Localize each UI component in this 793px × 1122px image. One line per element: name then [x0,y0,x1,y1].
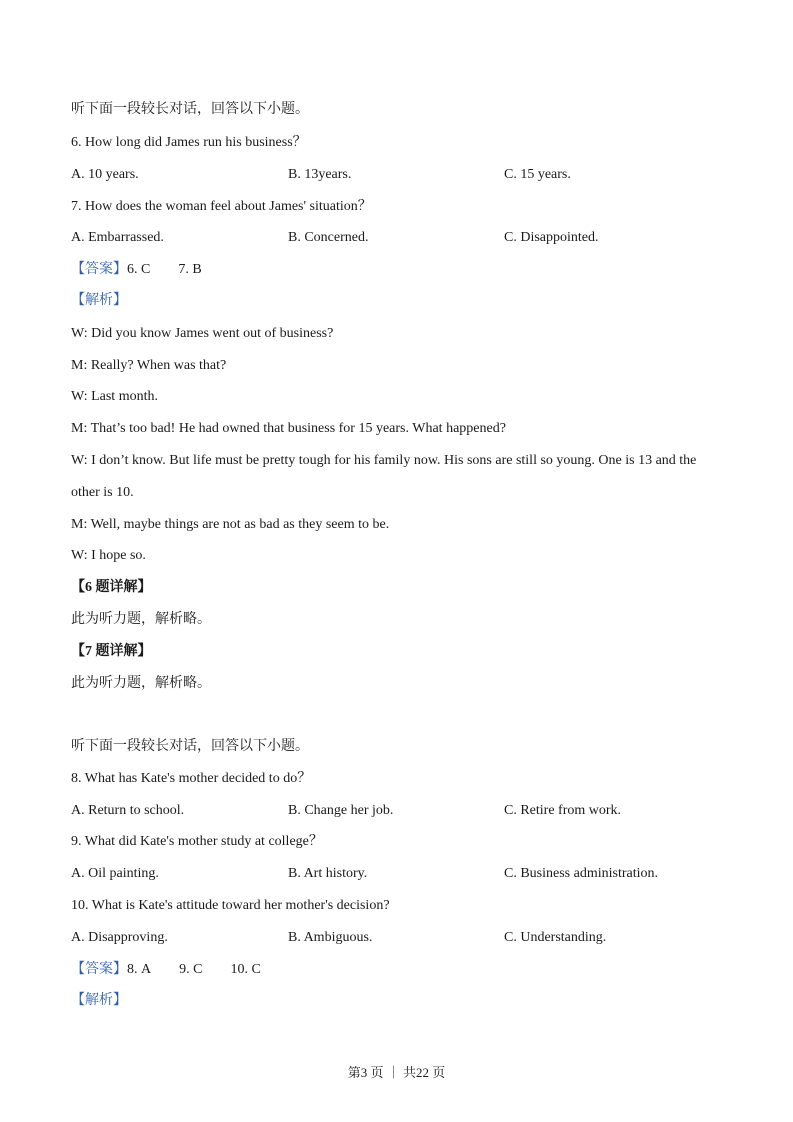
page-footer: 第3 页 ｜ 共22 页 [347,1065,446,1080]
answer-label: 【答案】 [71,262,127,277]
analysis-label: 【解析】 [71,993,127,1008]
detail-6-label: 【6 题详解】 [71,580,152,595]
question-8: 8. What has Kate's mother decided to do？ [71,771,312,786]
detail-6-text: 此为听力题，解析略。 [71,612,211,627]
answer-label: 【答案】 [71,962,127,977]
question-6: 6. How long did James run his business？ [71,135,307,150]
answer-line [71,261,202,279]
q9-option-a: A. Oil painting. [71,866,159,881]
answer-9: 9. C [179,962,203,977]
dialogue-line: M: Well, maybe things are not as bad as they seem to be. [71,517,390,532]
question-10: 10. What is Kate's attitude toward her mother's decision? [71,898,390,913]
answer-6: 6. C [127,262,151,277]
section-intro: 听下面一段较长对话，回答以下小题。 [71,739,309,754]
dialogue-line: M: That’s too bad! He had owned that business for 15 years. What happened? [71,421,506,436]
q10-option-c: C. Understanding. [504,930,607,945]
q6-option-c: C. 15 years. [504,167,571,182]
q10-option-b: B. Ambiguous. [288,930,373,945]
q7-option-b: B. Concerned. [288,230,369,245]
answer-10: 10. C [230,962,261,977]
q6-option-a: A. 10 years. [71,167,139,182]
detail-7-label: 【7 题详解】 [71,644,152,659]
answer-8: 8. A [127,962,152,977]
detail-7-text: 此为听力题，解析略。 [71,676,211,691]
dialogue-line: W: I don’t know. But life must be pretty tough for his family now. His sons are still so young. One is 13 and the [71,453,697,468]
q7-option-c: C. Disappointed. [504,230,599,245]
q6-option-b: B. 13years. [288,167,352,182]
analysis-label: 【解析】 [71,293,127,308]
q8-option-a: A. Return to school. [71,803,185,818]
question-7: 7. How does the woman feel about James' situation？ [71,199,372,214]
q8-option-b: B. Change her job. [288,803,394,818]
section-intro: 听下面一段较长对话，回答以下小题。 [71,102,309,117]
dialogue-line: W: Did you know James went out of business? [71,326,334,341]
dialogue-line: other is 10. [71,485,134,500]
answer-line [71,961,261,979]
dialogue-line: W: I hope so. [71,548,146,563]
q9-option-c: C. Business administration. [504,866,658,881]
dialogue-line: W: Last month. [71,389,158,404]
q8-option-c: C. Retire from work. [504,803,622,818]
q10-option-a: A. Disapproving. [71,930,168,945]
dialogue-line: M: Really? When was that? [71,358,227,373]
question-9: 9. What did Kate's mother study at college？ [71,834,323,849]
answer-7: 7. B [178,262,202,277]
q7-option-a: A. Embarrassed. [71,230,164,245]
q9-option-b: B. Art history. [288,866,368,881]
